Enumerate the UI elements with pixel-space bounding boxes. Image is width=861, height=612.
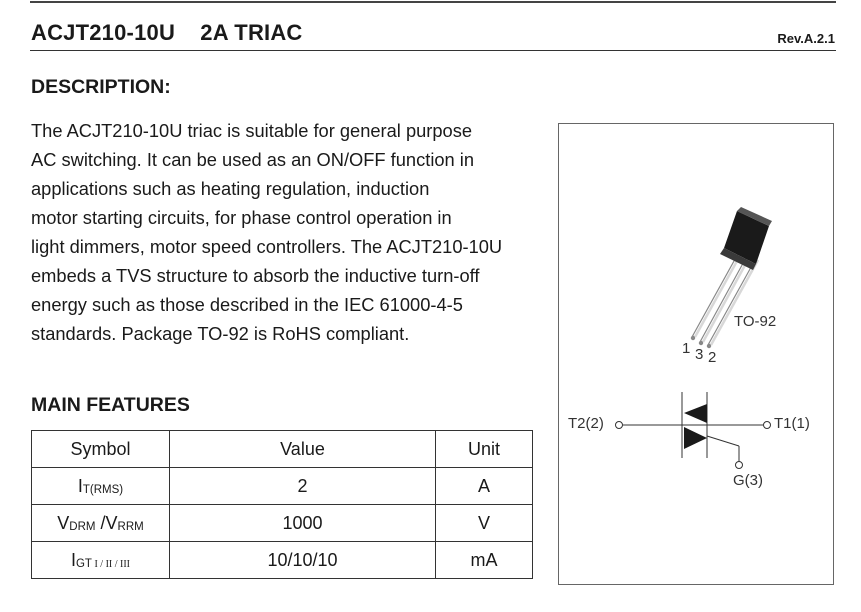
revision-label: Rev.A.2.1: [777, 31, 835, 46]
table-row: [32, 542, 533, 579]
table-row: [32, 505, 533, 542]
value-cell: 10/10/10: [170, 542, 436, 579]
gate-terminal-label: G(3): [733, 472, 763, 489]
document-title: ACJT210-10U 2A TRIAC: [31, 20, 303, 45]
symbol-letter: V: [57, 512, 70, 533]
terminal-t2-label: T2(2): [568, 415, 604, 432]
description-line: applications such as heating regulation, induction: [31, 178, 430, 199]
value-cell: 2: [170, 468, 436, 505]
description-line: energy such as those described in the IEC 61000-4-5: [31, 294, 463, 315]
unit-cell: mA: [436, 542, 533, 579]
symbol-subscript: GT: [75, 557, 92, 570]
unit-cell: A: [436, 468, 533, 505]
symbol-subscript: T(RMS): [82, 483, 124, 496]
description-paragraph: [31, 116, 561, 348]
main-features-table: [31, 430, 533, 579]
value-cell: 1000: [170, 505, 436, 542]
table-header-row: [32, 431, 533, 468]
description-line: light dimmers, motor speed controllers. The ACJT210-10U: [31, 236, 503, 257]
pin-label-2: 2: [708, 349, 717, 366]
header-rule: [30, 50, 836, 51]
triac-symbol-icon: [616, 392, 771, 469]
triac-thyristor-shapes: [684, 404, 707, 449]
top-rule: [30, 1, 836, 3]
description-line: embeds a TVS structure to absorb the inductive turn-off: [31, 265, 480, 286]
description-line: AC switching. It can be used as an ON/OFF function in: [31, 149, 475, 170]
description-line: The ACJT210-10U triac is suitable for general purpose: [31, 120, 473, 141]
table-row: [32, 468, 533, 505]
pin-label-1: 1: [682, 340, 691, 357]
package-label: TO-92: [734, 313, 777, 330]
column-header-unit: Unit: [436, 431, 533, 468]
unit-cell: V: [436, 505, 533, 542]
symbol-separator: /: [95, 512, 106, 533]
quadrant-subscript: I / II / III: [91, 558, 131, 570]
main-features-heading: MAIN FEATURES: [31, 394, 190, 416]
terminal-t1-label: T1(1): [774, 415, 810, 432]
description-line: motor starting circuits, for phase control operation in: [31, 207, 452, 228]
symbol-cell: [32, 542, 170, 579]
symbol-subscript: DRM: [69, 520, 96, 533]
package-figure: [558, 123, 834, 585]
symbol-letter: I: [70, 549, 76, 570]
symbol-letter: V: [105, 512, 118, 533]
symbol-letter: I: [77, 475, 83, 496]
symbol-subscript: RRM: [117, 520, 144, 533]
symbol-cell: [32, 468, 170, 505]
column-header-value: Value: [170, 431, 436, 468]
description-heading: DESCRIPTION:: [31, 76, 171, 98]
column-header-symbol: Symbol: [32, 431, 170, 468]
symbol-cell: [32, 505, 170, 542]
description-line: standards. Package TO-92 is RoHS compliant.: [31, 323, 410, 344]
pin-label-3: 3: [695, 346, 704, 363]
